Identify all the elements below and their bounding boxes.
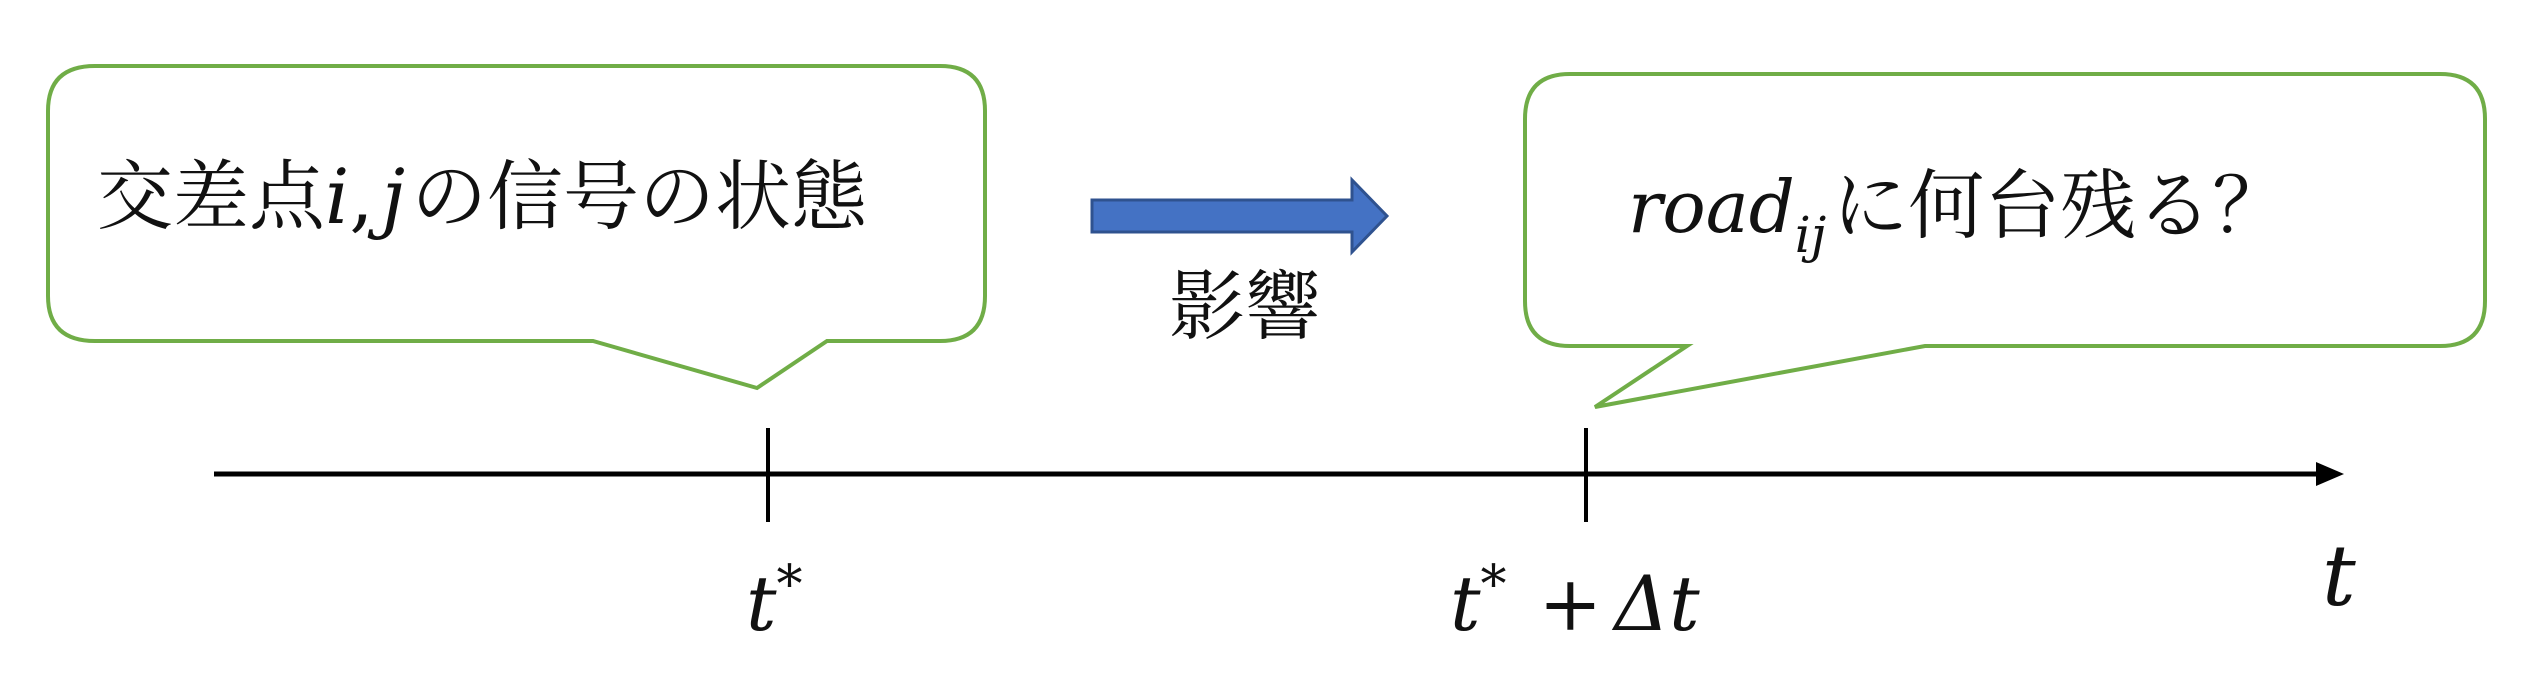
left-bubble-var-i: i bbox=[325, 152, 350, 241]
left-bubble-text-before: 交差点 bbox=[97, 152, 325, 241]
tick2-var: t bbox=[1450, 559, 1481, 648]
left-bubble-text-after: の信号の状態 bbox=[411, 152, 868, 241]
left-bubble-var-j: j bbox=[381, 152, 406, 241]
tick1-var: t bbox=[746, 559, 777, 648]
right-bubble-text bbox=[1628, 161, 2288, 264]
left-bubble-text bbox=[97, 152, 868, 241]
time-axis-arrowhead bbox=[2316, 462, 2344, 486]
right-bubble-text-after: に何台残る？ bbox=[1832, 161, 2289, 250]
influence-label: 影響 bbox=[1169, 262, 1321, 351]
tick2-delta-t: Δt bbox=[1614, 559, 1700, 648]
tick1-sup: * bbox=[776, 555, 803, 615]
time-axis-label: t bbox=[2322, 527, 2356, 625]
tick2-sup: * bbox=[1480, 555, 1507, 615]
influence-arrow bbox=[1092, 180, 1387, 252]
tick2-plus: + bbox=[1538, 559, 1603, 648]
tick-label-t-star bbox=[746, 555, 803, 648]
tick-label-t-star-plus-delta-t bbox=[1450, 555, 1700, 648]
right-bubble-var-road: road bbox=[1628, 165, 1795, 249]
right-bubble-subscript: ij bbox=[1794, 206, 1827, 264]
left-bubble-comma: , bbox=[349, 152, 374, 241]
